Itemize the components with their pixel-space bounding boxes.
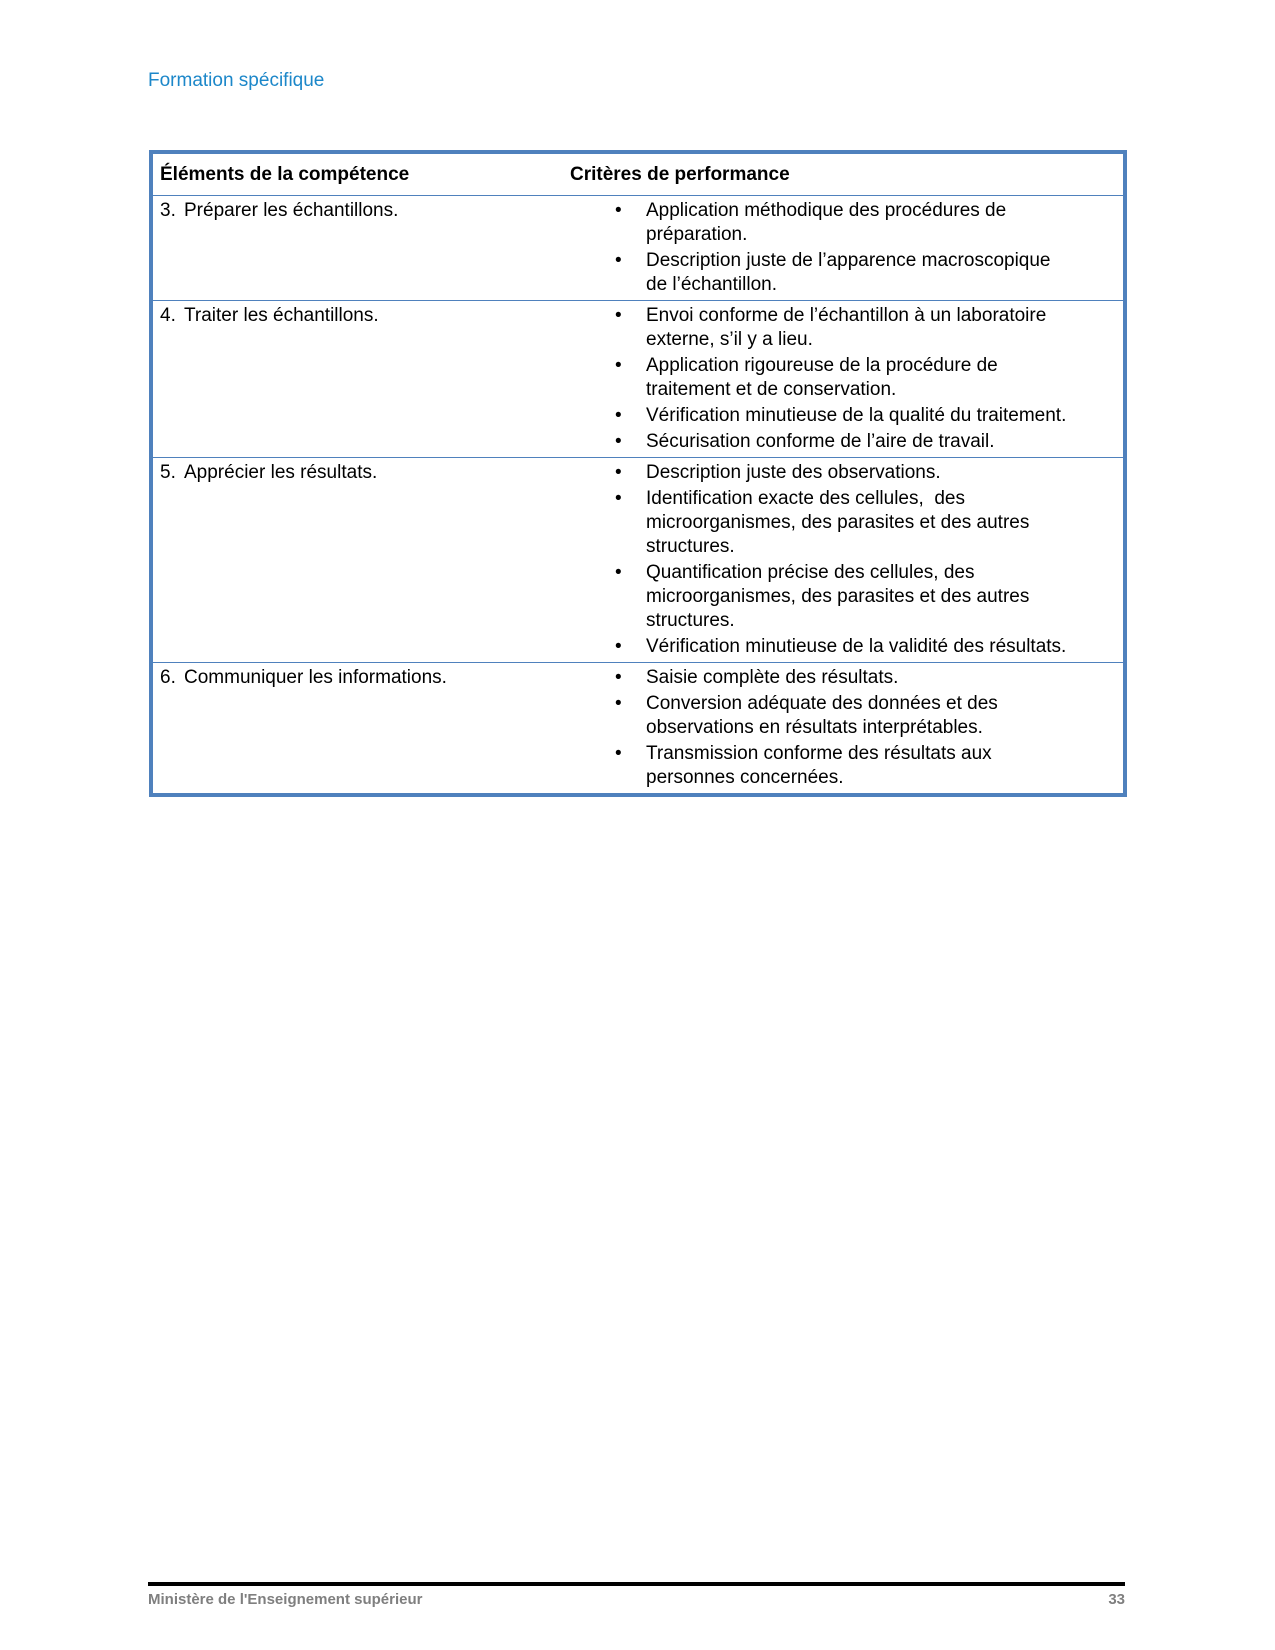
table-header-row — [151, 152, 1125, 196]
bullet-icon: • — [615, 693, 622, 714]
criteria-line: externe, s’il y a lieu. — [646, 329, 813, 350]
criteria-line: Application rigoureuse de la procédure de — [646, 355, 998, 376]
criteria-line: Description juste des observations. — [646, 462, 941, 483]
table-row — [151, 301, 1125, 458]
criteria-cell — [563, 196, 1125, 301]
criteria-line: Quantification précise des cellules, des — [646, 562, 975, 583]
criteria-line: Sécurisation conforme de l’aire de travail. — [646, 431, 995, 452]
criteria-line: Transmission conforme des résultats aux — [646, 743, 992, 764]
criteria-item — [570, 635, 1117, 659]
element-number: 4. — [160, 305, 176, 326]
criteria-line: Saisie complète des résultats. — [646, 667, 899, 688]
element-cell — [151, 458, 563, 663]
criteria-list — [570, 461, 1117, 659]
criteria-item — [570, 404, 1117, 428]
criteria-line: microorganismes, des parasites et des autres — [646, 586, 1030, 607]
criteria-item — [570, 666, 1117, 690]
bullet-icon: • — [615, 462, 622, 483]
bullet-icon: • — [615, 667, 622, 688]
criteria-item — [570, 742, 1117, 790]
bullet-icon: • — [615, 250, 622, 271]
column-header-criteria: Critères de performance — [563, 152, 1125, 196]
element-cell — [151, 301, 563, 458]
criteria-line: Identification exacte des cellules, des — [646, 488, 965, 509]
bullet-icon: • — [615, 562, 622, 583]
criteria-line: structures. — [646, 610, 735, 631]
criteria-item — [570, 304, 1117, 352]
element-label: Apprécier les résultats. — [184, 462, 378, 483]
criteria-line: Vérification minutieuse de la qualité du traitement. — [646, 405, 1067, 426]
criteria-cell — [563, 301, 1125, 458]
table-row — [151, 458, 1125, 663]
criteria-item — [570, 249, 1117, 297]
criteria-line: Conversion adéquate des données et des — [646, 693, 998, 714]
criteria-line: Envoi conforme de l’échantillon à un laboratoire — [646, 305, 1047, 326]
criteria-item — [570, 354, 1117, 402]
criteria-line: Vérification minutieuse de la validité des résultats. — [646, 636, 1067, 657]
element-number: 5. — [160, 462, 176, 483]
element-label: Communiquer les informations. — [184, 667, 447, 688]
column-header-elements: Éléments de la compétence — [151, 152, 563, 196]
criteria-line: traitement et de conservation. — [646, 379, 897, 400]
criteria-item — [570, 430, 1117, 454]
bullet-icon: • — [615, 355, 622, 376]
footer-divider — [148, 1582, 1125, 1586]
criteria-line: microorganismes, des parasites et des autres — [646, 512, 1030, 533]
criteria-list — [570, 199, 1117, 297]
criteria-line: Application méthodique des procédures de — [646, 200, 1007, 221]
criteria-item — [570, 561, 1117, 633]
criteria-item — [570, 461, 1117, 485]
section-heading: Formation spécifique — [148, 70, 325, 91]
criteria-list — [570, 666, 1117, 790]
element-number: 3. — [160, 200, 176, 221]
bullet-icon: • — [615, 200, 622, 221]
criteria-item — [570, 692, 1117, 740]
criteria-item — [570, 487, 1117, 559]
table-row — [151, 196, 1125, 301]
page-number: 33 — [1108, 1591, 1125, 1608]
criteria-line: observations en résultats interprétables. — [646, 717, 983, 738]
bullet-icon: • — [615, 431, 622, 452]
criteria-line: préparation. — [646, 224, 748, 245]
element-number: 6. — [160, 667, 176, 688]
competence-table — [149, 150, 1127, 797]
criteria-line: Description juste de l’apparence macroscopique — [646, 250, 1051, 271]
element-label: Préparer les échantillons. — [184, 200, 399, 221]
criteria-list — [570, 304, 1117, 454]
table-row — [151, 663, 1125, 796]
footer-ministry: Ministère de l'Enseignement supérieur — [148, 1591, 423, 1608]
criteria-line: de l’échantillon. — [646, 274, 777, 295]
criteria-cell — [563, 458, 1125, 663]
criteria-cell — [563, 663, 1125, 796]
bullet-icon: • — [615, 305, 622, 326]
criteria-line: structures. — [646, 536, 735, 557]
criteria-item — [570, 199, 1117, 247]
element-cell — [151, 196, 563, 301]
bullet-icon: • — [615, 636, 622, 657]
bullet-icon: • — [615, 743, 622, 764]
page-footer — [148, 1590, 1125, 1610]
bullet-icon: • — [615, 405, 622, 426]
element-cell — [151, 663, 563, 796]
bullet-icon: • — [615, 488, 622, 509]
element-label: Traiter les échantillons. — [184, 305, 379, 326]
criteria-line: personnes concernées. — [646, 767, 844, 788]
